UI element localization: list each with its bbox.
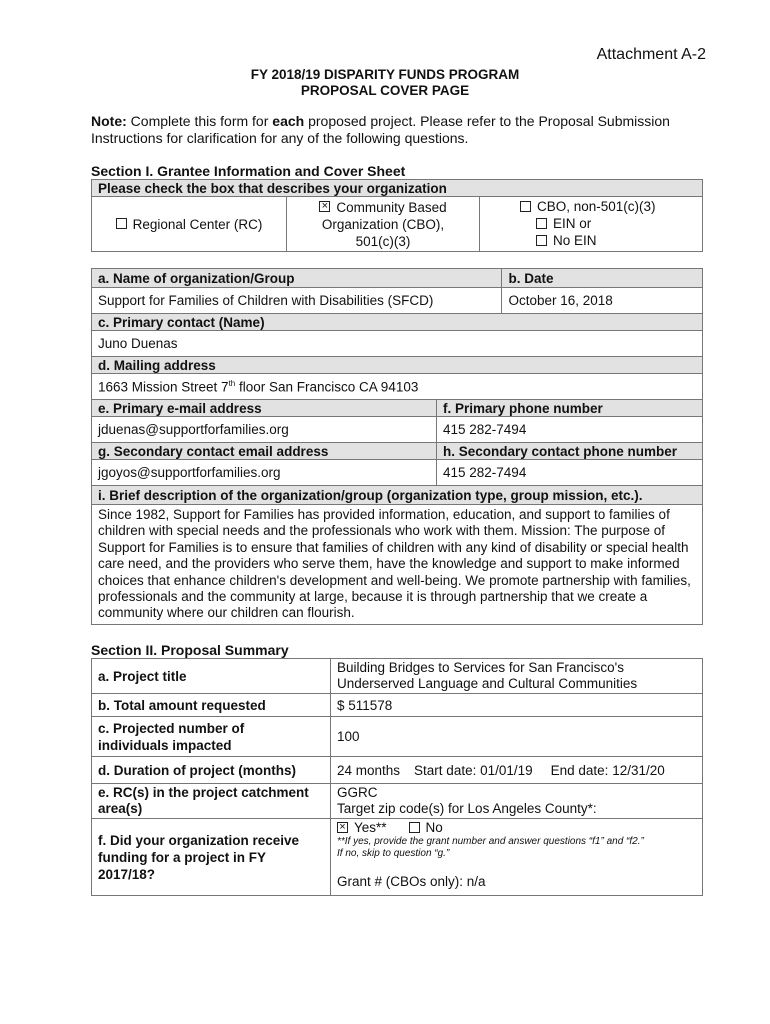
checkbox-no-ein[interactable] bbox=[536, 235, 547, 246]
project-title-label: a. Project title bbox=[92, 659, 331, 694]
secondary-email-value: jgoyos@supportforfamilies.org bbox=[92, 460, 437, 486]
attachment-label: Attachment A-2 bbox=[596, 46, 706, 63]
checkbox-no[interactable] bbox=[409, 822, 420, 833]
description-value: Since 1982, Support for Families has provided information, education, and support to families of children with special needs and the professionals who work with them. Mission: The purpose of Support for Families is to ensure that families of children with any kind of disability or special health care need, and the providers who serve them, have the knowledge and support to make informed choices that enhance children's development and well-being. We promote partnership with families, professionals and the community at large, because it is through partnership that we create a community where our children can flourish. bbox=[92, 505, 703, 625]
date-value: October 16, 2018 bbox=[502, 288, 703, 314]
note-paragraph bbox=[91, 113, 691, 147]
description-label: i. Brief description of the organization/group (organization type, group mission, etc.). bbox=[92, 486, 703, 505]
catchment-label-line1: e. RC(s) in the project catchment bbox=[98, 785, 309, 800]
amount-value: $ 511578 bbox=[331, 694, 703, 717]
mailing-address-pre: 1663 Mission Street 7 bbox=[98, 379, 229, 395]
proposal-summary-table bbox=[91, 658, 703, 896]
duration-end: End date: 12/31/20 bbox=[550, 762, 665, 778]
option-rc-label: Regional Center (RC) bbox=[132, 216, 263, 232]
option-ein-label: EIN or bbox=[553, 216, 592, 231]
funding-instructions-line1: **If yes, provide the grant number and answer questions “f1” and “f2.” bbox=[337, 836, 644, 847]
section1-heading: Section I. Grantee Information and Cover Sheet bbox=[91, 163, 406, 179]
secondary-phone-value: 415 282-7494 bbox=[437, 460, 703, 486]
mailing-address-label: d. Mailing address bbox=[92, 357, 703, 374]
prior-funding-line3: 2017/18? bbox=[98, 866, 156, 882]
prior-funding-line1: f. Did your organization receive bbox=[98, 832, 300, 848]
duration-months: 24 months bbox=[337, 762, 401, 778]
grant-number: Grant # (CBOs only): n/a bbox=[337, 874, 486, 889]
primary-contact-value: Juno Duenas bbox=[92, 331, 703, 357]
note-label: Note: bbox=[91, 113, 127, 129]
org-type-table bbox=[91, 179, 703, 252]
individuals-label-line2: individuals impacted bbox=[98, 737, 232, 753]
duration-label: d. Duration of project (months) bbox=[92, 757, 331, 784]
secondary-email-label: g. Secondary contact email address bbox=[92, 443, 437, 460]
individuals-label bbox=[92, 717, 331, 757]
checkbox-rc[interactable] bbox=[116, 218, 127, 229]
funding-instructions-line2: If no, skip to question “g.” bbox=[337, 848, 450, 859]
prior-funding-line2: funding for a project in FY bbox=[98, 849, 266, 865]
section2-heading: Section II. Proposal Summary bbox=[91, 642, 289, 658]
option-cbo-501-line2: Organization (CBO), bbox=[321, 216, 445, 232]
checkbox-ein[interactable] bbox=[536, 218, 547, 229]
duration-start: Start date: 01/01/19 bbox=[414, 762, 533, 778]
option-rc[interactable] bbox=[92, 197, 287, 252]
mailing-address-value bbox=[92, 374, 703, 400]
catchment-value bbox=[331, 784, 703, 819]
option-cbo-501[interactable] bbox=[287, 197, 480, 252]
page-subtitle: PROPOSAL COVER PAGE bbox=[300, 83, 470, 98]
option-cbo-501-line1: Community Based bbox=[336, 199, 447, 215]
org-type-header: Please check the box that describes your organization bbox=[92, 180, 703, 197]
org-name-value: Support for Families of Children with Disabilities (SFCD) bbox=[92, 288, 502, 314]
duration-value bbox=[331, 757, 703, 784]
date-label: b. Date bbox=[502, 269, 703, 288]
page-title: FY 2018/19 DISPARITY FUNDS PROGRAM bbox=[250, 67, 520, 82]
note-text-post: proposed project. Please refer to the Proposal Submission Instructions for clarification for any of the following questions. bbox=[91, 113, 670, 146]
primary-email-label: e. Primary e-mail address bbox=[92, 400, 437, 417]
catchment-zip: Target zip code(s) for Los Angeles County*: bbox=[337, 801, 597, 816]
prior-funding-value bbox=[331, 819, 703, 896]
amount-label: b. Total amount requested bbox=[92, 694, 331, 717]
note-text-pre: Complete this form for bbox=[126, 113, 273, 129]
catchment-label bbox=[92, 784, 331, 819]
mailing-address-sup: th bbox=[228, 378, 236, 388]
project-title-line2: Underserved Language and Cultural Communities bbox=[337, 676, 638, 691]
project-title-value bbox=[331, 659, 703, 694]
primary-phone-value: 415 282-7494 bbox=[437, 417, 703, 443]
catchment-label-line2: area(s) bbox=[98, 801, 143, 816]
individuals-label-line1: c. Projected number of bbox=[98, 720, 245, 736]
project-title-line1: Building Bridges to Services for San Francisco's bbox=[337, 660, 624, 675]
prior-funding-label bbox=[92, 819, 331, 896]
option-no-ein-label: No EIN bbox=[553, 233, 597, 248]
catchment-rc: GGRC bbox=[337, 785, 378, 800]
primary-phone-label: f. Primary phone number bbox=[437, 400, 703, 417]
secondary-phone-label: h. Secondary contact phone number bbox=[437, 443, 703, 460]
note-emphasis: each bbox=[272, 113, 305, 129]
option-cbo-non-label: CBO, non-501(c)(3) bbox=[537, 199, 656, 214]
option-cbo-501-line3: 501(c)(3) bbox=[355, 233, 411, 249]
mailing-address-post: floor San Francisco CA 94103 bbox=[235, 379, 419, 395]
yes-label: Yes** bbox=[354, 820, 387, 835]
checkbox-yes-checked[interactable]: × bbox=[337, 822, 348, 833]
checkbox-cbo-non[interactable] bbox=[520, 201, 531, 212]
grantee-info-table bbox=[91, 268, 703, 625]
checkbox-cbo-501-checked[interactable]: × bbox=[319, 201, 330, 212]
primary-contact-label: c. Primary contact (Name) bbox=[92, 314, 703, 331]
primary-email-value: jduenas@supportforfamilies.org bbox=[92, 417, 437, 443]
org-name-label: a. Name of organization/Group bbox=[92, 269, 502, 288]
individuals-value: 100 bbox=[331, 717, 703, 757]
option-cbo-non[interactable] bbox=[480, 197, 703, 252]
no-label: No bbox=[425, 820, 443, 835]
